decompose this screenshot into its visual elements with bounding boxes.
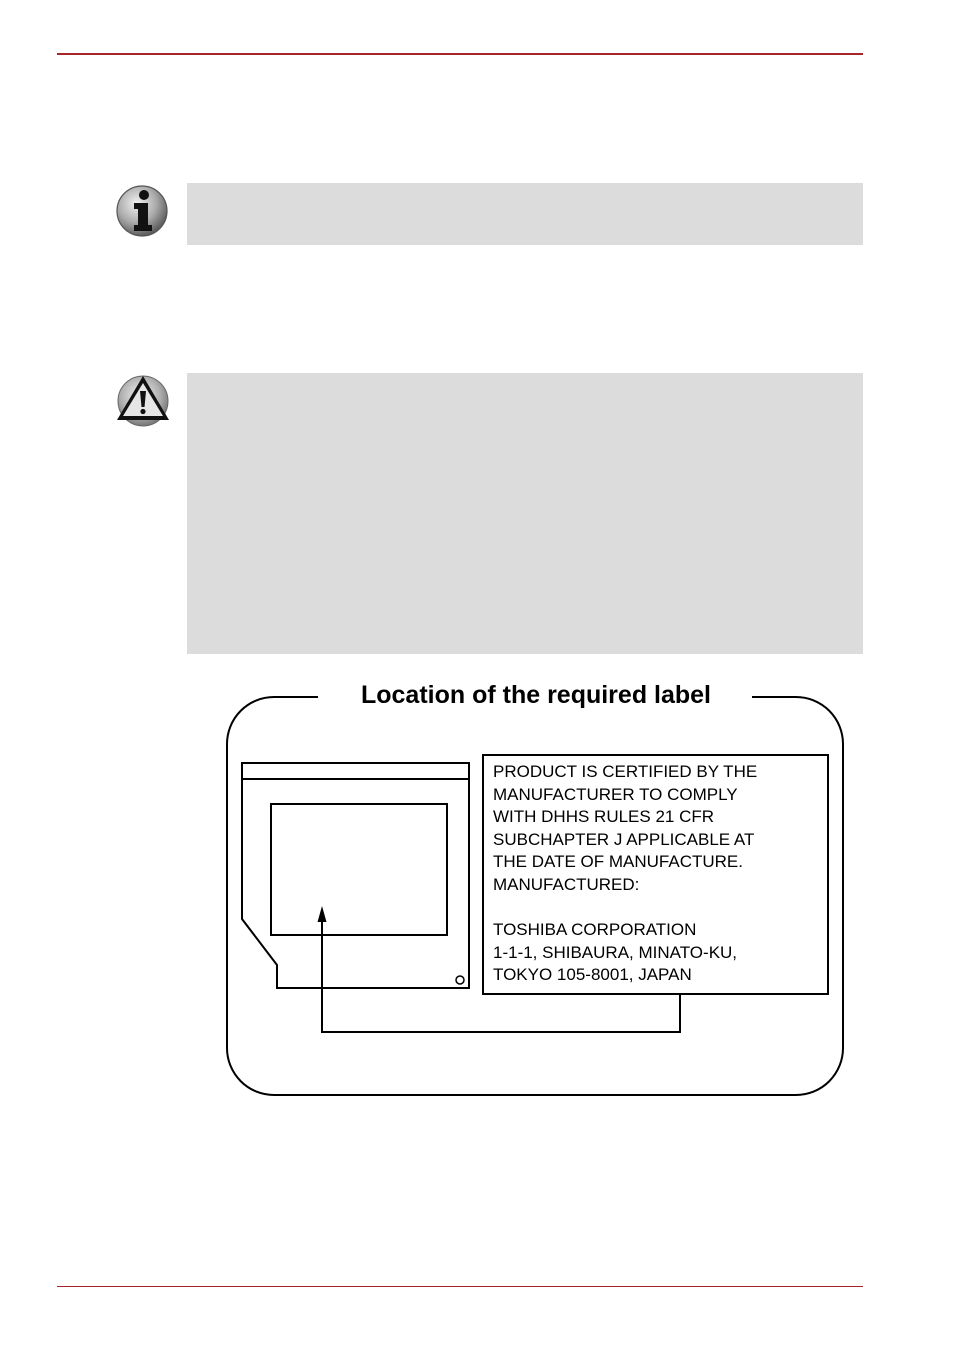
- drive-top-strip: [242, 763, 469, 779]
- certification-label-text: [493, 761, 823, 987]
- label-line: [493, 897, 823, 920]
- info-icon: [114, 183, 170, 239]
- label-line: TOKYO 105-8001, JAPAN: [493, 965, 692, 985]
- footer-rule: [57, 1286, 863, 1287]
- label-line: MANUFACTURER TO COMPLY: [493, 784, 738, 804]
- figure-title: Location of the required label: [360, 681, 712, 709]
- drive-outline: [242, 779, 469, 988]
- label-line: MANUFACTURED:: [493, 874, 640, 894]
- label-line: WITH DHHS RULES 21 CFR: [493, 807, 715, 827]
- label-area: [271, 804, 447, 935]
- header-rule: [57, 53, 863, 55]
- leader-arrowhead: [318, 906, 327, 922]
- label-line: 1-1-1, SHIBAURA, MINATO-KU,: [493, 942, 738, 962]
- info-note-box: [187, 183, 863, 245]
- drive-screw-hole: [456, 976, 464, 984]
- label-line: TOSHIBA CORPORATION: [493, 920, 697, 940]
- caution-note-box: [187, 373, 863, 654]
- label-line: THE DATE OF MANUFACTURE.: [493, 852, 743, 872]
- label-location-figure: [226, 676, 846, 1098]
- label-line: PRODUCT IS CERTIFIED BY THE: [493, 762, 758, 781]
- caution-icon: [114, 372, 172, 428]
- label-line: SUBCHAPTER J APPLICABLE AT: [493, 829, 755, 849]
